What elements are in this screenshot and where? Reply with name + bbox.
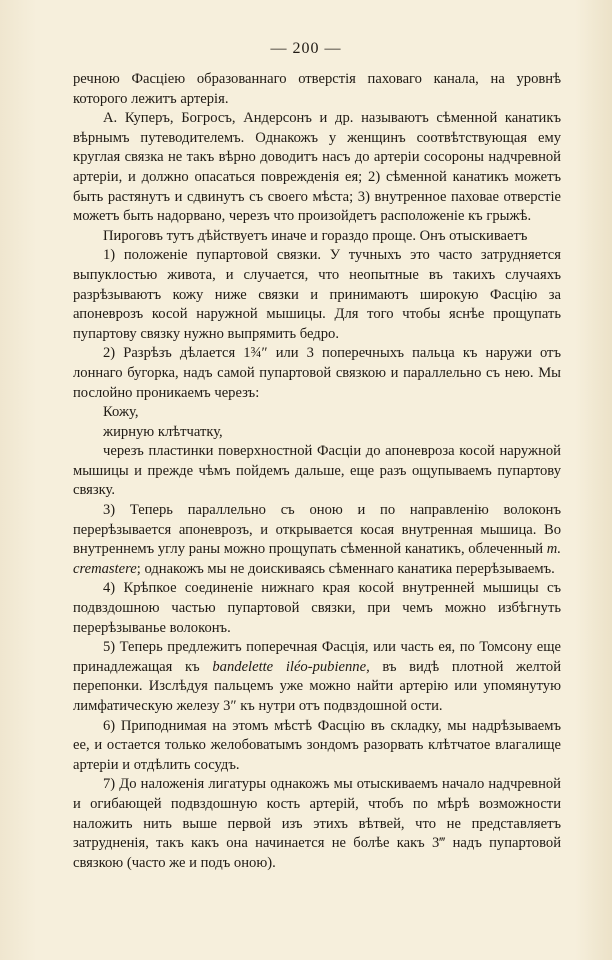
paragraph <box>73 423 561 443</box>
paragraph-text: ; однакожъ мы не доискиваясь сѣменнаго канатика перерѣзываемъ. <box>136 560 555 577</box>
paragraph-text: въ видѣ плотной желтой перепонки. Изслѣдуя пальцемъ уже можно найти артерію или упомянутую лимфатическую железу 3″ къ нутри отъ подвздошной ости. <box>73 658 562 714</box>
page-number: — 200 — <box>270 40 342 57</box>
paragraph-text: 7) До наложенія лигатуры однакожъ мы отыскиваемъ начало надчревной и огибающей подвздошную кость артерій, чтобъ по мѣрѣ возможности наложить нить выше первой изъ этихъ вѣтвей, что не представляетъ затрудненія, такъ какъ она начинается не болѣе какъ 3‴ надъ пупартовой связкою (часто же и подъ оною). <box>73 776 561 871</box>
paragraph-text: 6) Приподнимая на этомъ мѣстѣ Фасцію въ складку, мы надрѣзываемъ ее, и остается только желобоватымъ зондомъ разорвать клѣтчатое влагалище артеріи и отдѣлить сосудъ. <box>73 717 561 773</box>
paragraph <box>73 403 561 423</box>
body-text <box>73 70 561 873</box>
paragraph <box>73 775 561 873</box>
paragraph-text: речною Фасціею образованнаго отверстія паховаго канала, на уровнѣ которого лежитъ артерія. <box>73 71 561 107</box>
paragraph-text: 4) Крѣпкое соединеніе нижнаго края косой внутренней мышицы съ подвздошною частью пупартовой связки, при чемъ можно избѣгнуть перерѣзыванье волоконъ. <box>73 580 561 636</box>
latin-term: bandelette iléo-pubienne, <box>212 658 370 675</box>
paragraph <box>73 246 561 344</box>
paragraph-text: 1) положеніе пупартовой связки. У тучныхъ это часто затрудняется выпуклостью живота, и случается, что неопытные въ такихъ случаяхъ разрѣзываютъ кожу ниже связки и принимаютъ широкую Фасцію за апоневрозъ косой наружной мышицы. Для того чтобы яснѣе прощупать пупартову связку нужно выпрямить бедро. <box>73 247 561 342</box>
paragraph-text: Пироговъ тутъ дѣйствуетъ иначе и гораздо проще. Онъ отыскиваетъ <box>103 227 528 244</box>
paragraph <box>73 717 561 776</box>
paragraph <box>73 227 561 247</box>
paragraph-text: 3) Теперь параллельно съ оною и по направленію волоконъ перерѣзывается апоневрозъ, и открывается косая внутренная мышица. Во внутреннемъ углу раны можно прощупать сѣменной канатикъ, облеченный <box>73 502 561 558</box>
paragraph-text: жирную клѣтчатку, <box>103 423 223 440</box>
paragraph-text: 5) Теперь предлежитъ поперечная Фасція, или часть ея, по Томсону еще принадлежащая къ <box>73 639 561 675</box>
paragraph-text: черезъ пластинки поверхностной Фасціи до апоневроза косой наружной мышицы и прежде чѣмъ пойдемъ дальше, еще разъ ощупываемъ пупартову связку. <box>73 443 561 499</box>
latin-term: m. cremastere <box>73 541 561 577</box>
paragraph <box>73 579 561 638</box>
paragraph <box>73 109 561 227</box>
paragraph <box>73 442 561 501</box>
paragraph <box>73 501 561 579</box>
paragraph-text: 2) Разрѣзъ дѣлается 1¾″ или 3 поперечныхъ пальца къ наружи отъ лоннаго бугорка, надъ самой пупартовой связкою и параллельно съ нею. Мы послойно проникаемъ черезъ: <box>73 345 561 401</box>
paragraph-text: Кожу, <box>103 404 139 421</box>
paragraph <box>73 638 561 716</box>
paragraph <box>73 344 561 403</box>
paragraph <box>73 70 561 109</box>
paragraph-text: А. Куперъ, Богросъ, Андерсонъ и др. называютъ сѣменной канатикъ вѣрнымъ путеводителемъ. Однакожъ у женщинъ соотвѣтствующая ему круглая связка не такъ вѣрно доводитъ насъ до артеріи сосороны надчревной артеріи, и должно опасаться поврежденія ея; 2) сѣменной канатикъ можетъ быть растянутъ и сдвинутъ съ своего мѣста; 3) внутренное паховае отверстіе можетъ быть надорвано, черезъ что произойдетъ расположеніе къ грыжѣ. <box>73 110 561 225</box>
